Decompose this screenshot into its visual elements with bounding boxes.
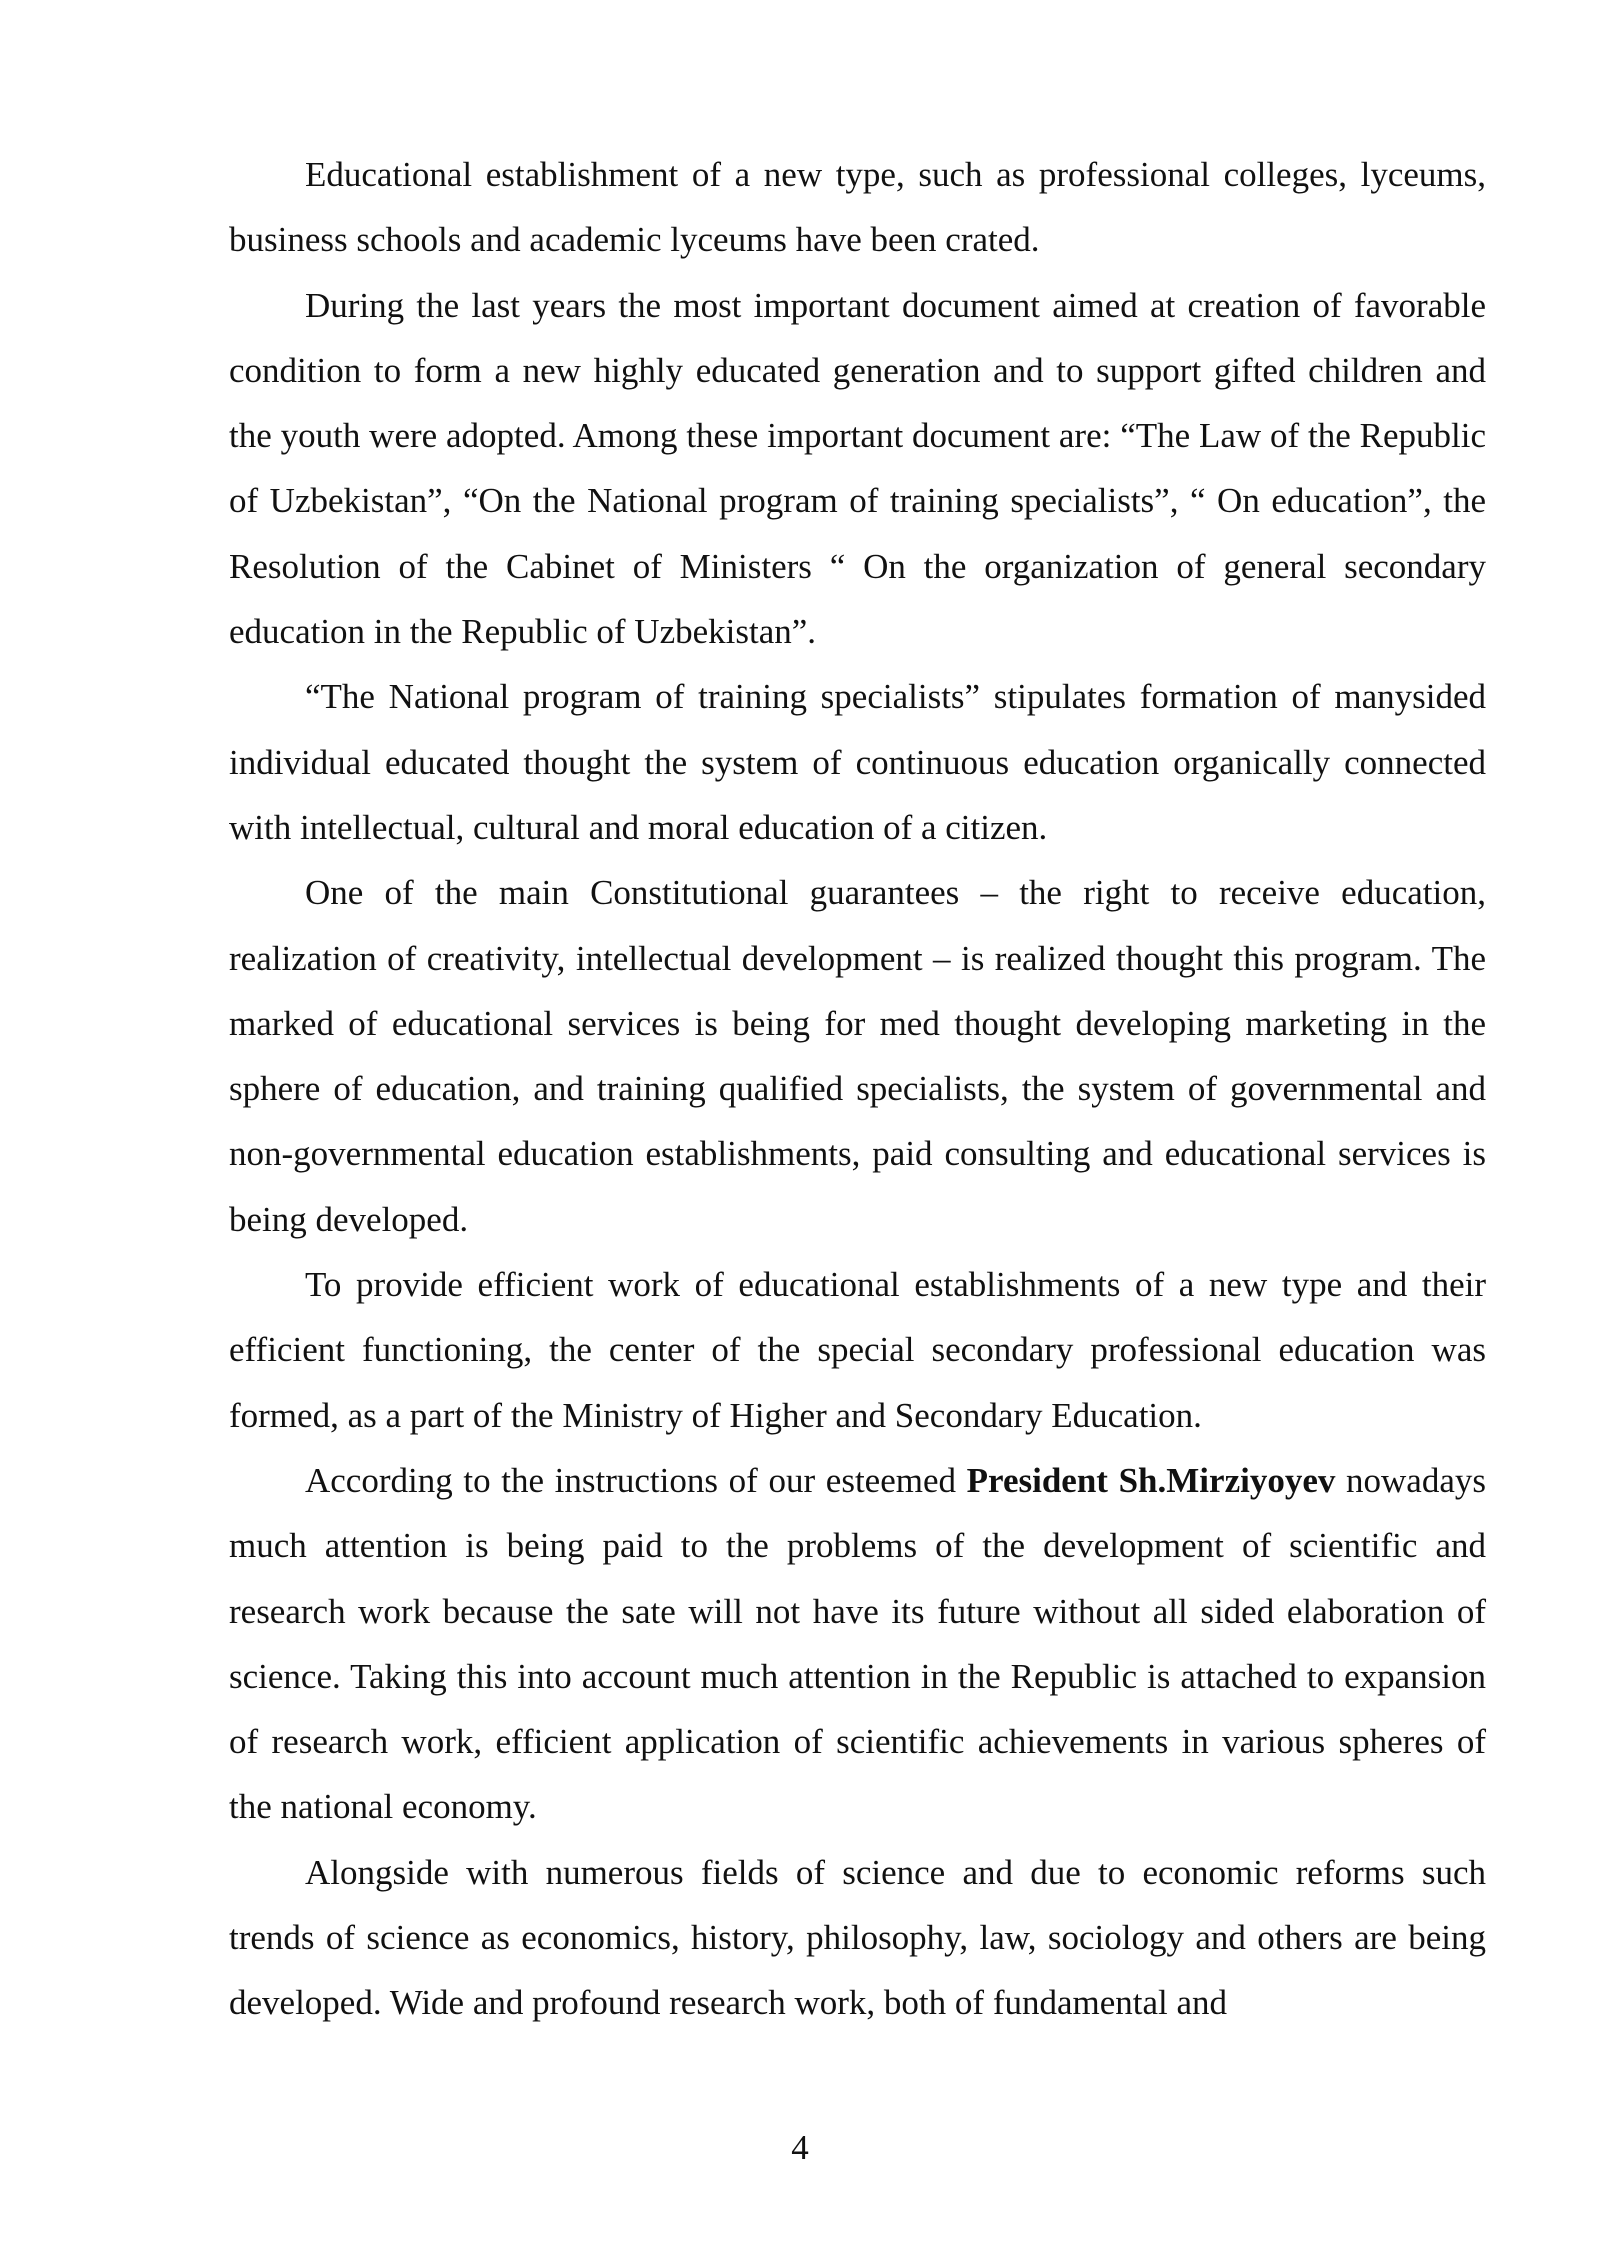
paragraph-constitutional-guarantees: One of the main Constitutional guarantees – the right to receive education, realization of creativity, intellectual development – is realized thought this program. The marked of educational services is being for med thought developing marketing in the sphere of education, and training qualified specialists, the system of governmental and non-governmental education establishments, paid consulting and educational services is being developed. <box>229 873 1486 1239</box>
president-name: President Sh.Mirziyoyev <box>966 1460 1336 1500</box>
paragraph-rest-text: nowadays much attention is being paid to the problems of the development of scientific and research work because the sate will not have its future without all sided elaboration of science. Taking this into account much attention in the Republic is attached to expansion of research work, efficient application of scientific achievements in various spheres of the national economy. <box>229 1460 1486 1827</box>
page-number: 4 <box>791 2128 809 2167</box>
paragraph-lead-text: According to the instructions of our esteemed <box>305 1460 967 1500</box>
body-text <box>229 142 1486 2036</box>
paragraph-new-educational-establishments: Educational establishment of a new type, such as professional colleges, lyceums, business schools and academic lyceums have been crated. <box>229 155 1486 260</box>
paragraph-president-instructions <box>229 1448 1486 1840</box>
paragraph-fields-of-science: Alongside with numerous fields of science and due to economic reforms such trends of science as economics, history, philosophy, law, sociology and others are being developed. Wide and profound research work, both of fundamental and <box>229 1852 1486 2023</box>
paragraph-efficient-work: To provide efficient work of educational establishments of a new type and their efficient functioning, the center of the special secondary professional education was formed, as a part of the Ministry of Higher and Secondary Education. <box>229 1265 1486 1435</box>
paragraph-important-documents: During the last years the most important document aimed at creation of favorable condition to form a new highly educated generation and to support gifted children and the youth were adopted. Among these important document are: “The Law of the Republic of Uzbekistan”, “On the National program of training specialists”, “ On education”, the Resolution of the Cabinet of Ministers “ On the organization of general secondary education in the Republic of Uzbekistan”. <box>229 285 1486 652</box>
paragraph-national-program: “The National program of training specialists” stipulates formation of manysided individual educated thought the system of continuous education organically connected with intellectual, cultural and moral education of a citizen. <box>229 677 1486 847</box>
